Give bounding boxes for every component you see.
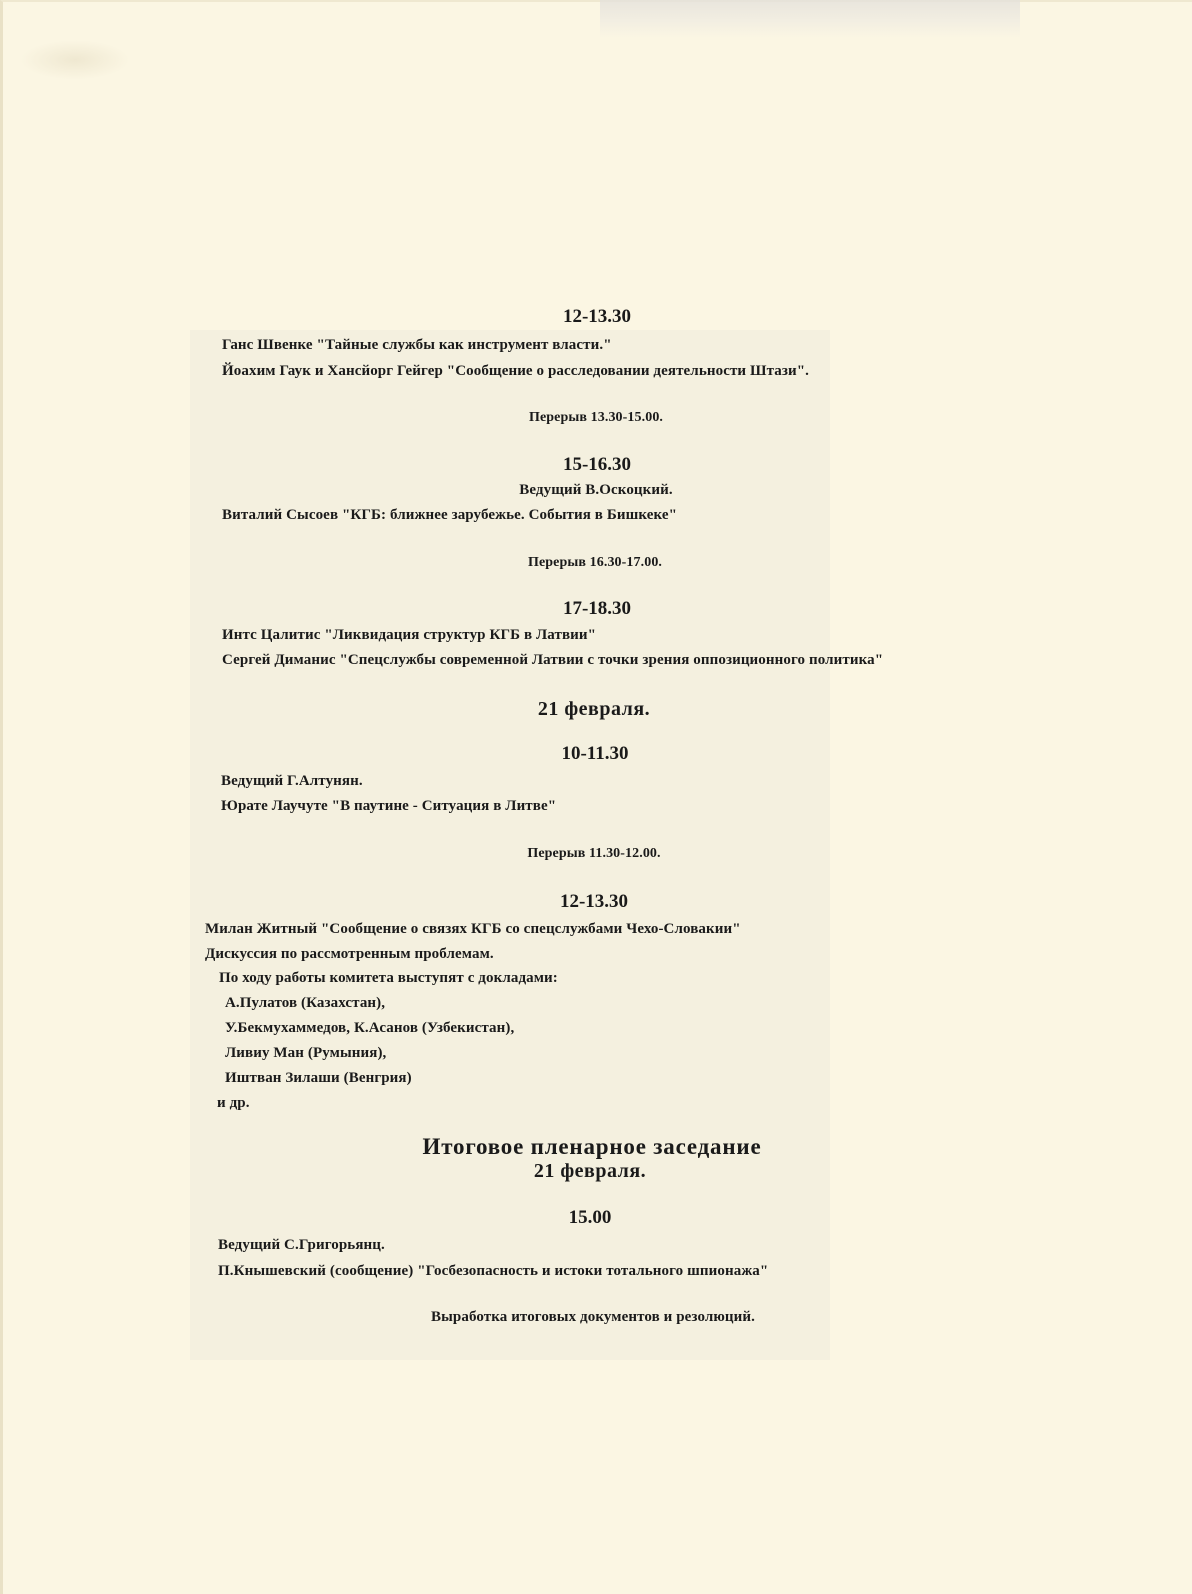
host-line: Ведущий С.Григорьянц. [218, 1237, 385, 1253]
host-line: Ведущий Г.Алтунян. [221, 773, 363, 789]
session-time: 17-18.30 [562, 598, 632, 619]
session-time: 10-11.30 [561, 743, 629, 764]
session-time: 15-16.30 [562, 454, 632, 475]
talk-line: Ганс Швенке "Тайные службы как инструмент власти." [222, 337, 612, 353]
paper-stain [600, 0, 1020, 38]
paper-stain [20, 40, 130, 80]
talk-line: Милан Житный "Сообщение о связях КГБ со спецслужбами Чехо-Словакии" [205, 921, 741, 937]
day-date: 21 февраля. [537, 698, 651, 720]
talk-line: Йоахим Гаук и Хансйорг Гейгер "Сообщение о расследовании деятельности Штази". [222, 363, 809, 379]
speaker-item: У.Бекмухаммедов, К.Асанов (Узбекистан), [225, 1020, 515, 1036]
host-line: Ведущий В.Оскоцкий. [519, 482, 673, 498]
speaker-item: Ливиу Ман (Румыния), [225, 1045, 387, 1061]
plenary-date: 21 февраля. [533, 1160, 647, 1182]
break-line: Перерыв 11.30-12.00. [527, 846, 661, 861]
talk-line: Юрате Лаучуте "В паутине - Ситуация в Литве" [221, 798, 557, 814]
break-line: Перерыв 13.30-15.00. [528, 410, 664, 425]
talk-line: Сергей Диманис "Спецслужбы современной Латвии с точки зрения оппозиционного политика" [222, 652, 884, 668]
plenary-time: 15.00 [568, 1207, 612, 1228]
discussion-line: Дискуссия по рассмотренным проблемам. [205, 946, 494, 962]
etc-line: и др. [217, 1095, 250, 1111]
talk-line: Виталий Сысоев "КГБ: ближнее зарубежье. События в Бишкеке" [222, 507, 678, 523]
talk-line: Интс Цалитис "Ликвидация структур КГБ в Латвии" [222, 627, 597, 643]
closing-line: Выработка итоговых документов и резолюций. [430, 1309, 756, 1325]
session-time: 12-13.30 [562, 306, 632, 327]
copy-toner-area [190, 330, 830, 1360]
session-time: 12-13.30 [559, 891, 629, 912]
plenary-title: Итоговое пленарное заседание [422, 1134, 762, 1159]
speakers-intro: По ходу работы комитета выступят с докладами: [219, 970, 558, 986]
talk-line: П.Кнышевский (сообщение) "Госбезопасность и истоки тотального шпионажа" [218, 1263, 769, 1279]
break-line: Перерыв 16.30-17.00. [527, 555, 663, 570]
speaker-item: А.Пулатов (Казахстан), [225, 995, 386, 1011]
speaker-item: Иштван Зилаши (Венгрия) [225, 1070, 412, 1086]
